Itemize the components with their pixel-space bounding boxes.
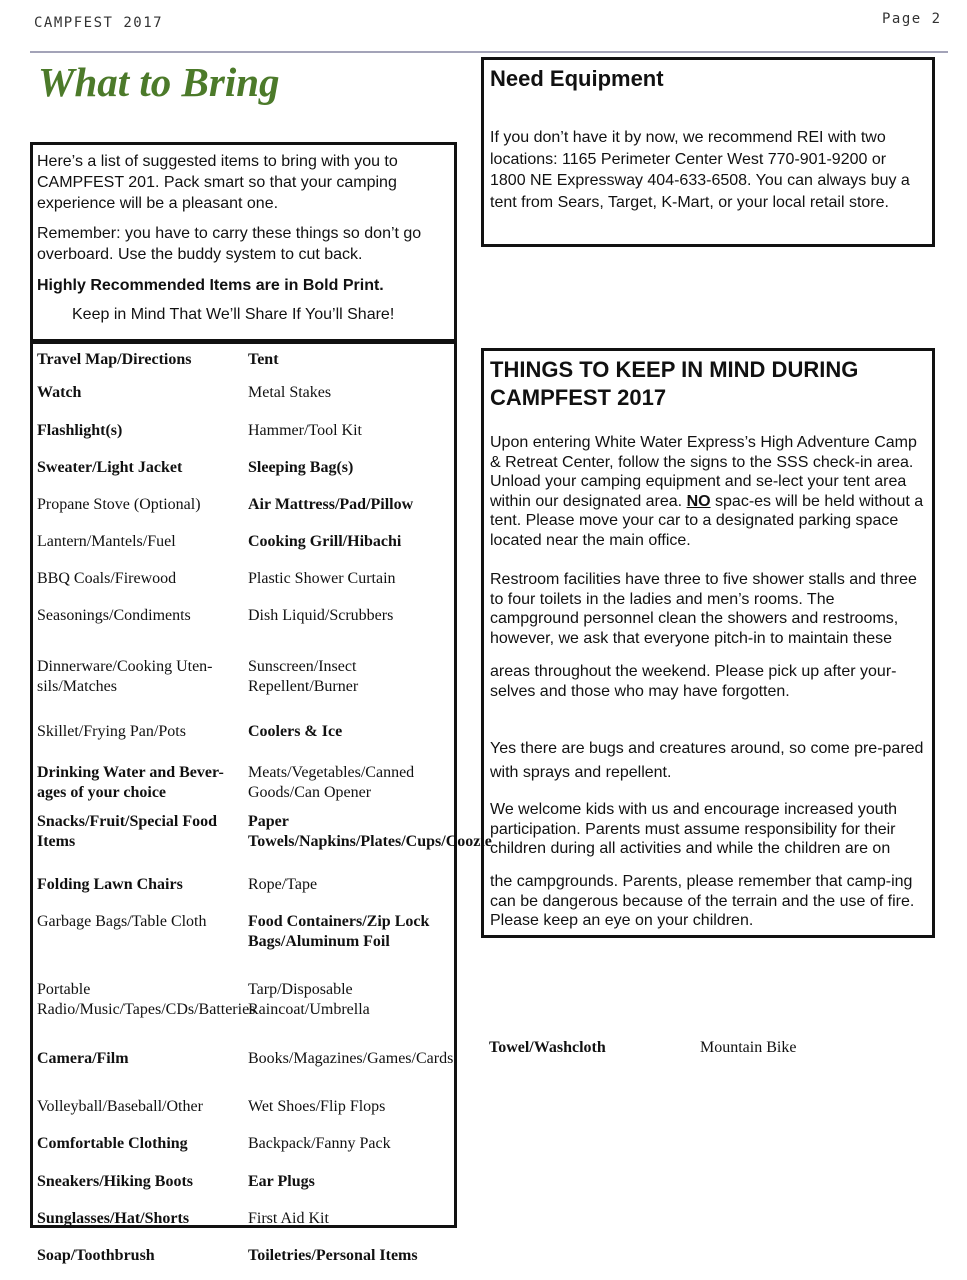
list-item: Propane Stove (Optional) [37, 496, 201, 513]
equipment-text: If you don’t have it by now, we recommend REI with two locations: 1165 Perimeter Center West 770-901-9200 or 1800 NE Expressway 404-633-6508. You can always buy a tent from Sears, Target, K-Mart, or your local retail store. [490, 129, 910, 211]
intro-box [30, 142, 457, 342]
list-item: Air Mattress/Pad/Pillow [248, 496, 414, 513]
page-number: Page 2 [882, 11, 942, 27]
list-item: Portable Radio/Music/Tapes/CDs/Batteries [37, 981, 256, 1018]
list-item: Food Containers/Zip Lock Bags/Aluminum Foil [248, 913, 430, 950]
equipment-title: Need Equipment [490, 66, 664, 91]
list-item: Sunscreen/Insect Repellent/Burner [248, 658, 359, 695]
page-title: What to Bring [38, 59, 280, 105]
intro-reminder: Remember: you have to carry these things so don’t go overboard. Use the buddy system to cut back. [37, 225, 422, 263]
list-item: Books/Magazines/Games/Cards [248, 1050, 454, 1067]
list-item: Sunglasses/Hat/Shorts [37, 1210, 190, 1227]
list-item: First Aid Kit [248, 1210, 329, 1227]
list-item: Flashlight(s) [37, 422, 123, 439]
intro-paragraph: Here’s a list of suggested items to bring with you to CAMPFEST 201. Pack smart so that your camping experience will be a pleasant one. [37, 153, 398, 212]
list-item: Metal Stakes [248, 384, 332, 401]
list-item: Wet Shoes/Flip Flops [248, 1098, 386, 1115]
check-in-paragraph [490, 433, 926, 551]
no-emphasis: NO [686, 492, 711, 510]
check-in-text: Upon entering White Water Express’s High Adventure Camp & Retreat Center, follow the signs to the SSS check-in area. Unload your camping equipment and se-lect your tent area within our designated area. [490, 434, 917, 510]
list-item: Sneakers/Hiking Boots [37, 1173, 194, 1190]
list-item: Plastic Shower Curtain [248, 570, 396, 587]
list-item: Rope/Tape [248, 876, 318, 893]
keep-in-mind-title: THINGS TO KEEP IN MIND DURING CAMPFEST 2017 [490, 357, 859, 410]
need-equipment-box [481, 57, 935, 247]
list-item: BBQ Coals/Firewood [37, 570, 177, 587]
list-item: Comfortable Clothing [37, 1135, 188, 1152]
list-item: Mountain Bike [700, 1039, 797, 1056]
header-divider [30, 51, 948, 53]
intro-bold-note: Highly Recommended Items are in Bold Print. [37, 277, 384, 294]
list-item: Camera/Film [37, 1050, 129, 1067]
list-item: Cooking Grill/Hibachi [248, 533, 402, 550]
list-item: Backpack/Fanny Pack [248, 1135, 391, 1152]
list-item: Dinnerware/Cooking Uten-sils/Matches [37, 658, 213, 695]
list-item: Skillet/Frying Pan/Pots [37, 723, 186, 740]
list-item: Sweater/Light Jacket [37, 459, 183, 476]
bugs-paragraph: Yes there are bugs and creatures around, so come pre-pared with sprays and repellent. [490, 740, 924, 781]
list-item: Ear Plugs [248, 1173, 315, 1190]
list-item: Travel Map/Directions [37, 351, 192, 368]
restroom-paragraph: Restroom facilities have three to five shower stalls and three to four toilets in the ladies and men’s rooms. The campground personnel clean the showers and restrooms, however, we ask that everyone pitch-in to maintain these [490, 571, 917, 647]
list-item: Watch [37, 384, 82, 401]
list-item: Drinking Water and Bever-ages of your choice [37, 764, 224, 801]
list-item: Snacks/Fruit/Special Food Items [37, 813, 218, 850]
list-item: Tarp/Disposable Raincoat/Umbrella [248, 981, 370, 1018]
list-item: Lantern/Mantels/Fuel [37, 533, 176, 550]
intro-share-note: Keep in Mind That We’ll Share If You’ll Share! [72, 306, 395, 323]
list-item: Dish Liquid/Scrubbers [248, 607, 394, 624]
kids-paragraph: We welcome kids with us and encourage increased youth participation. Parents must assume responsibility for their children during all activities and while the children are on [490, 801, 898, 858]
list-item: Tent [248, 351, 279, 368]
list-item: Garbage Bags/Table Cloth [37, 913, 207, 930]
publication-name: CAMPFEST 2017 [34, 15, 164, 31]
keep-in-mind-box [481, 348, 935, 938]
list-item: Coolers & Ice [248, 723, 343, 740]
list-item: Toiletries/Personal Items [248, 1247, 418, 1264]
list-item: Sleeping Bag(s) [248, 459, 354, 476]
list-item: Hammer/Tool Kit [248, 422, 362, 439]
restroom-paragraph-cont: areas throughout the weekend. Please pick up after your-selves and those who may have forgotten. [490, 663, 897, 700]
list-item: Meats/Vegetables/Canned Goods/Can Opener [248, 764, 415, 801]
list-item: Paper Towels/Napkins/Plates/Cups/Coozie [248, 813, 492, 850]
list-item: Folding Lawn Chairs [37, 876, 183, 893]
check-in-text-cont: spac-es will be held without a tent. Please move your car to a designated parking space located near the main office. [490, 492, 924, 549]
kids-paragraph-cont: the campgrounds. Parents, please remember that camp-ing can be dangerous because of the terrain and the use of fire. Please keep an eye on your children. [490, 873, 915, 930]
list-item: Seasonings/Condiments [37, 607, 191, 624]
list-item: Towel/Washcloth [489, 1039, 606, 1056]
list-item: Soap/Toothbrush [37, 1247, 155, 1264]
list-item: Volleyball/Baseball/Other [37, 1098, 203, 1115]
